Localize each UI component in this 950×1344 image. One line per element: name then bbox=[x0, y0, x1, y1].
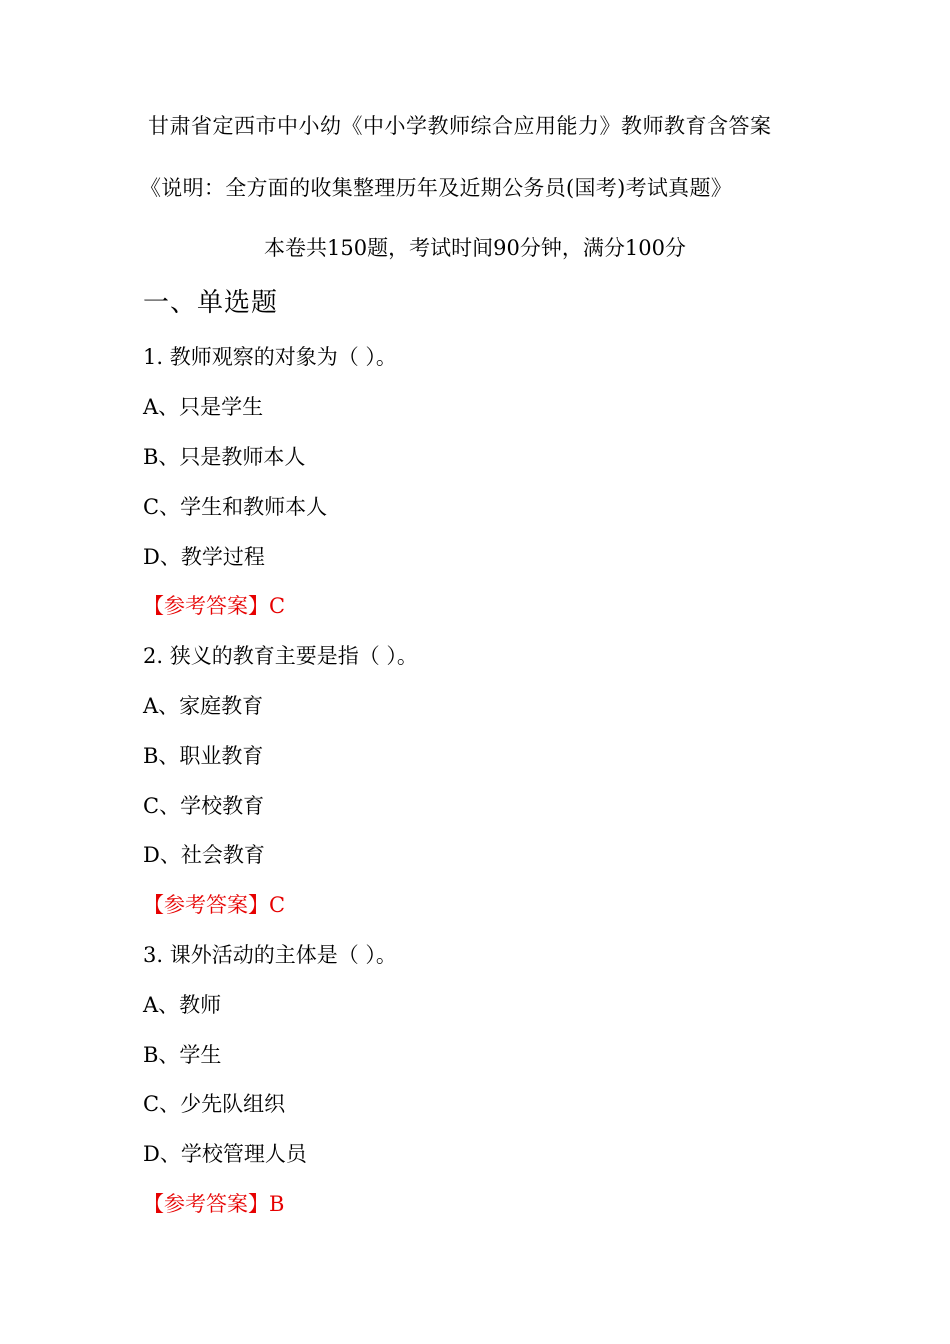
option-a: A、只是学生 bbox=[143, 395, 264, 419]
option-b: B、职业教育 bbox=[143, 744, 264, 768]
question-stem: 3. 课外活动的主体是（ ）。 bbox=[143, 943, 397, 967]
question-stem: 2. 狭义的教育主要是指（ ）。 bbox=[143, 644, 418, 668]
option-b: B、只是教师本人 bbox=[143, 445, 306, 469]
option-a: A、家庭教育 bbox=[143, 694, 264, 718]
section-heading: 一、单选题 bbox=[143, 288, 279, 318]
exam-meta: 本卷共150题，考试时间90分钟，满分100分 bbox=[264, 236, 686, 260]
document-note: 《说明：全方面的收集整理历年及近期公务员(国考)考试真题》 bbox=[140, 176, 733, 200]
option-c: C、少先队组织 bbox=[143, 1092, 286, 1116]
option-c: C、学生和教师本人 bbox=[143, 495, 328, 519]
option-d: D、社会教育 bbox=[143, 843, 265, 867]
document-title: 甘肃省定西市中小幼《中小学教师综合应用能力》教师教育含答案 bbox=[148, 114, 772, 138]
option-d: D、教学过程 bbox=[143, 545, 265, 569]
option-c: C、学校教育 bbox=[143, 794, 265, 818]
option-b: B、学生 bbox=[143, 1043, 222, 1067]
option-d: D、学校管理人员 bbox=[143, 1142, 307, 1166]
reference-answer: 【参考答案】C bbox=[143, 594, 286, 618]
question-stem: 1. 教师观察的对象为（ ）。 bbox=[143, 345, 397, 369]
option-a: A、教师 bbox=[143, 993, 222, 1017]
reference-answer: 【参考答案】C bbox=[143, 893, 286, 917]
reference-answer: 【参考答案】B bbox=[143, 1192, 285, 1216]
